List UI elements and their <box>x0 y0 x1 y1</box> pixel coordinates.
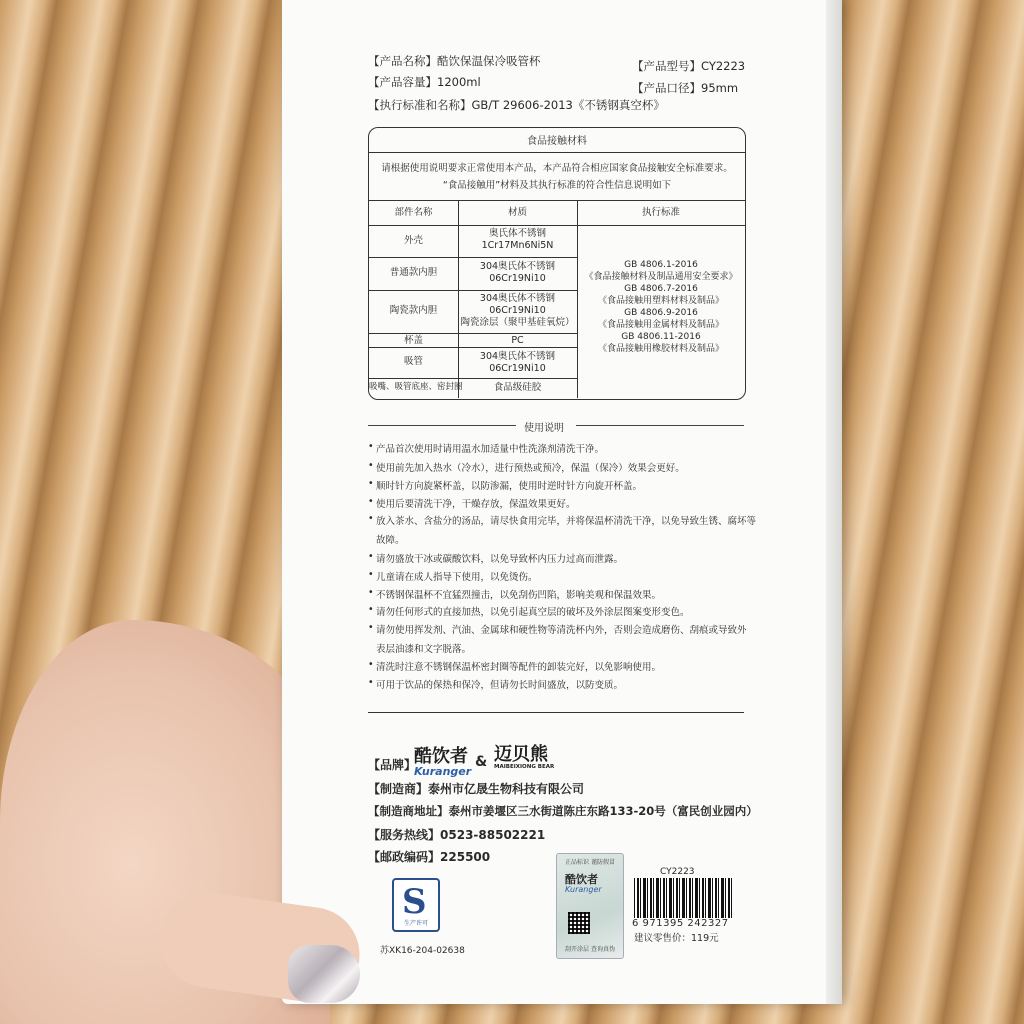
table-line <box>369 333 577 334</box>
table-line <box>369 347 577 348</box>
row-part: 普通款内胆 <box>389 267 438 278</box>
product-name: 【产品名称】酷饮保温保冷吸管杯 <box>368 54 541 68</box>
row-part: 吸嘴、吸管底座、密封圈 <box>369 382 463 392</box>
instruction-item: • 不锈钢保温杯不宜猛烈撞击，以免刮伤凹陷，影响美观和保温效果。 <box>376 587 661 601</box>
thumb-nail <box>288 945 360 1003</box>
instruction-continuation: 表层油漆和文字脱落。 <box>376 644 472 655</box>
instruction-item: • 请勿盛放干冰或碳酸饮料，以免导致杯内压力过高而泄露。 <box>376 551 623 565</box>
instruction-item: • 请勿任何形式的直接加热，以免引起真空层的破坏及外涂层图案变形变色。 <box>376 604 690 618</box>
barcode-model: CY2223 <box>660 867 695 877</box>
table-line <box>369 257 577 258</box>
postal-code: 【邮政编码】225500 <box>368 850 491 864</box>
qs-caption: 生产许可 <box>403 920 428 927</box>
row-material: 304奥氏体不锈钢 06Cr19Ni10 陶瓷涂层（聚甲基硅氧烷） <box>460 293 575 328</box>
col-header-part: 部件名称 <box>394 207 433 218</box>
brand-label: 【品牌】 <box>368 758 417 772</box>
col-header-standard: 执行标准 <box>641 207 680 218</box>
brand-logo-kuranger: 酷饮者 Kuranger <box>414 746 472 778</box>
instruction-item: • 使用前先加入热水（冷水），进行预热或预冷，保温（保冷）效果会更好。 <box>376 460 685 474</box>
production-license: 苏XK16-204-02638 <box>380 946 465 956</box>
table-intro-1: 请根据使用说明要求正常使用本产品，本产品符合相应国家食品接触安全标准要求。 <box>381 163 733 174</box>
table-title: 食品接触材料 <box>527 136 587 147</box>
instruction-item: • 放入茶水、含盐分的汤品，请尽快食用完毕，并将保温杯清洗干净，以免导致生锈、腐坏等 <box>376 513 756 527</box>
instruction-item: • 使用后要清洗干净，干燥存放，保温效果更好。 <box>376 496 576 510</box>
service-hotline: 【服务热线】0523-88502221 <box>368 828 546 842</box>
instructions-title: 使用说明 <box>524 423 564 434</box>
product-capacity: 【产品容量】1200ml <box>368 75 481 89</box>
instruction-item: • 儿童请在成人指导下使用，以免烫伤。 <box>376 569 538 583</box>
row-part: 外壳 <box>403 235 423 246</box>
barcode-number: 6 971395 242327 <box>632 918 729 929</box>
divider <box>368 712 744 713</box>
instruction-item: • 清洗时注意不锈钢保温杯密封圈等配件的卸装完好，以免影响使用。 <box>376 659 661 673</box>
product-model: 【产品型号】CY2223 <box>632 59 746 73</box>
table-line <box>369 225 745 226</box>
instruction-item: • 产品首次使用时请用温水加适量中性洗涤剂清洗干净。 <box>376 441 604 455</box>
product-standard: 【执行标准和名称】GB/T 29606-2013《不锈钢真空杯》 <box>368 98 665 112</box>
instruction-continuation: 故障。 <box>376 535 405 546</box>
instruction-item: • 请勿使用挥发剂、汽油、金属球和硬性物等清洗杯内外，否则会造成磨伤、刮痕或导致外 <box>376 622 747 636</box>
brand-ampersand: & <box>475 754 488 770</box>
brand-logo-maibeixiong: 迈贝熊 MAIBEIXIONG BEAR <box>494 744 555 770</box>
col-header-material: 材质 <box>507 207 527 218</box>
box-side-edge <box>826 0 842 1004</box>
qr-code-icon <box>568 912 590 934</box>
row-material: PC <box>511 335 524 346</box>
manufacturer-address: 【制造商地址】泰州市姜堰区三水街道陈庄东路133-20号（富民创业园内） <box>368 804 758 818</box>
table-line <box>369 290 577 291</box>
row-part: 吸管 <box>403 356 423 367</box>
row-material: 304奥氏体不锈钢 06Cr19Ni10 <box>479 351 556 374</box>
anti-counterfeit-sticker: 正品标识 谨防假冒 酷饮者 Kuranger 刮开涂层 查询真伪 <box>556 853 624 959</box>
row-material: 奥氏体不锈钢 1Cr17Mn6Ni5N <box>481 228 554 251</box>
manufacturer: 【制造商】泰州市亿晟生物科技有限公司 <box>368 782 585 796</box>
instruction-item: • 顺时针方向旋紧杯盖，以防渗漏，使用时逆时针方向旋开杯盖。 <box>376 478 642 492</box>
table-line <box>369 378 577 379</box>
divider <box>576 425 744 426</box>
divider <box>368 425 516 426</box>
standards-list: GB 4806.1-2016 《食品接触材料及制品通用安全要求》 GB 4806.7-2016 《食品接触用塑料材料及制品》 GB 4806.9-2016 《食品接触用金属材料及制品》 GB 4806.11-2016 《食品接触用橡胶材料及制品》 <box>584 260 738 355</box>
row-part: 杯盖 <box>403 335 423 346</box>
retail-price: 建议零售价：119元 <box>634 933 719 944</box>
barcode-icon <box>634 878 732 918</box>
table-line <box>369 152 745 153</box>
table-line <box>369 200 745 201</box>
qs-certification-icon: S 生产许可 <box>392 878 440 932</box>
row-material: 304奥氏体不锈钢 06Cr19Ni10 <box>479 261 556 284</box>
product-diameter: 【产品口径】95mm <box>632 81 739 95</box>
table-intro-2: “食品接触用”材料及其执行标准的符合性信息说明如下 <box>442 180 672 191</box>
row-material: 食品级硅胶 <box>493 382 542 393</box>
instruction-item: • 可用于饮品的保热和保冷，但请勿长时间盛放，以防变质。 <box>376 677 623 691</box>
row-part: 陶瓷款内胆 <box>389 305 438 316</box>
